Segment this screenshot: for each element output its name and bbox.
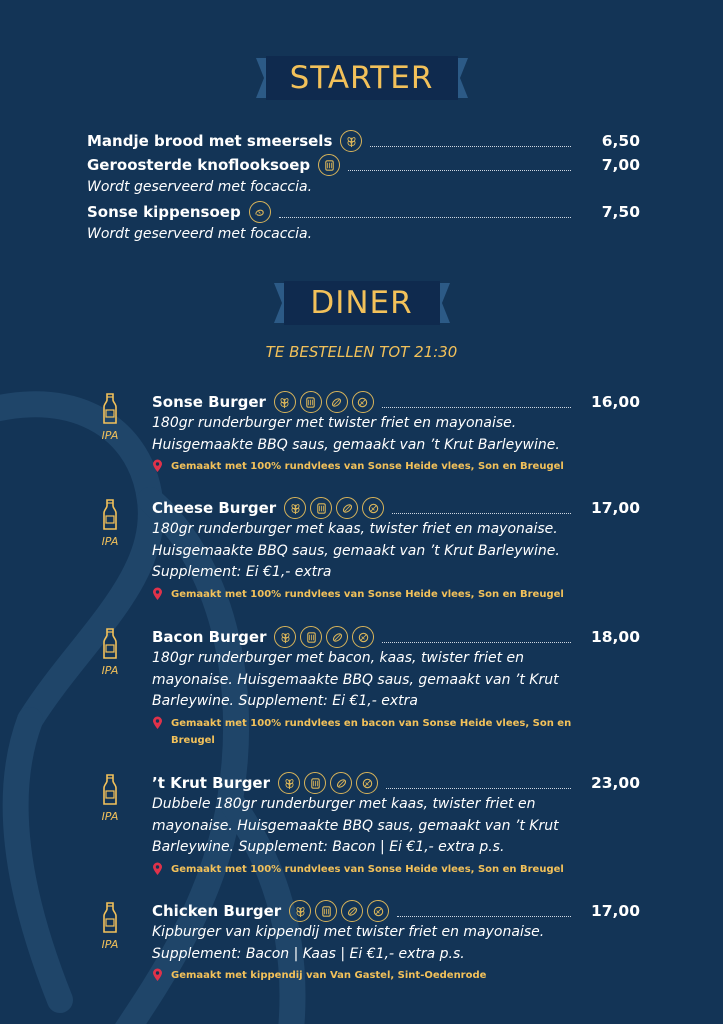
beer-style-label: IPA <box>101 664 119 677</box>
item-origin <box>152 967 640 988</box>
item-description: Wordt geserveerd met focaccia. <box>87 226 313 242</box>
celery-icon <box>300 626 322 648</box>
wheat-icon <box>289 900 311 922</box>
beer-bottle-icon <box>88 393 132 425</box>
item-price: 17,00 <box>590 902 640 920</box>
origin-line: Gemaakt met kippendij van Van Gastel, Sint-Oedenrode <box>171 970 487 981</box>
dotted-leader <box>397 916 571 917</box>
item-origin <box>152 715 640 749</box>
diner-banner <box>274 281 450 325</box>
allergen-icons <box>284 497 384 519</box>
allergen-icons <box>318 154 340 176</box>
origin-text <box>171 586 564 603</box>
menu-item <box>152 772 640 882</box>
celery-icon <box>304 772 326 794</box>
item-name: Chicken Burger <box>152 902 282 920</box>
item-description-line: mayonaise. Huisgemaakte BBQ saus, gemaakt van ’t Krut <box>152 671 559 688</box>
allergen-icons <box>249 201 271 223</box>
mustard-icon <box>341 900 363 922</box>
location-pin-icon <box>152 458 171 479</box>
shellfish-icon <box>249 201 271 223</box>
menu-item <box>152 497 640 607</box>
location-pin-icon <box>152 861 171 882</box>
item-description-line: Barleywine. Supplement: Ei €1,- extra <box>152 693 418 709</box>
beer-style-label: IPA <box>101 535 119 548</box>
beer-style-label: IPA <box>101 429 119 442</box>
item-row <box>152 626 577 648</box>
celery-icon <box>310 497 332 519</box>
item-origin <box>152 458 640 479</box>
soy-icon <box>352 626 374 648</box>
item-description-line: Dubbele 180gr runderburger met kaas, twister friet en <box>152 796 536 812</box>
origin-text <box>171 715 571 749</box>
allergen-icons <box>289 900 389 922</box>
starter-title: STARTER <box>289 60 434 96</box>
menu-item <box>152 900 640 988</box>
origin-text <box>171 458 564 475</box>
origin-line: Gemaakt met 100% rundvlees van Sonse Heide vlees, Son en Breugel <box>171 863 564 875</box>
origin-text <box>171 967 486 984</box>
allergen-icons <box>274 391 374 413</box>
starter-item <box>87 154 640 199</box>
starter-item <box>87 130 640 152</box>
item-description: Wordt geserveerd met focaccia. <box>87 179 313 195</box>
allergen-icons <box>274 626 374 648</box>
dotted-leader <box>279 217 571 218</box>
item-row <box>87 201 577 223</box>
allergen-icons <box>340 130 362 152</box>
item-name: Geroosterde knoflooksoep <box>87 156 311 174</box>
beer-style-label: IPA <box>101 810 119 823</box>
dotted-leader <box>370 146 571 147</box>
item-row <box>152 900 577 922</box>
item-price: 17,00 <box>590 499 640 517</box>
location-pin-icon <box>152 586 171 607</box>
beer-bottle-icon <box>88 499 132 531</box>
soy-icon <box>352 391 374 413</box>
origin-line: Gemaakt met 100% rundvlees en bacon van Sonse Heide vlees, Son en <box>171 717 572 729</box>
item-price: 16,00 <box>590 393 640 411</box>
item-name: Mandje brood met smeersels <box>87 132 333 150</box>
beer-pairing <box>88 902 132 951</box>
mustard-icon <box>326 626 348 648</box>
dotted-leader <box>348 170 571 171</box>
beer-pairing <box>88 499 132 548</box>
dotted-leader <box>386 788 571 789</box>
soy-icon <box>367 900 389 922</box>
item-name: Cheese Burger <box>152 499 277 517</box>
item-origin <box>152 586 640 607</box>
item-description-line: Kipburger van kippendij met twister friet en mayonaise. <box>152 924 545 940</box>
diner-title: DINER <box>310 285 413 321</box>
beer-bottle-icon <box>88 902 132 934</box>
dotted-leader <box>382 407 571 408</box>
dotted-leader <box>392 513 571 514</box>
menu-item <box>152 626 640 749</box>
beer-pairing <box>88 774 132 823</box>
mustard-icon <box>330 772 352 794</box>
item-description-line: 180gr runderburger met kaas, twister friet en mayonaise. <box>152 521 558 537</box>
mustard-icon <box>326 391 348 413</box>
item-description-line: 180gr runderburger met twister friet en mayonaise. <box>152 415 517 431</box>
beer-bottle-icon <box>88 774 132 806</box>
item-description-line: Huisgemaakte BBQ saus, gemaakt van ’t Krut Barleywine. <box>152 436 560 453</box>
item-row <box>152 497 577 519</box>
item-description-line: 180gr runderburger met bacon, kaas, twister friet en <box>152 650 524 666</box>
item-row <box>152 772 577 794</box>
item-row <box>87 154 577 176</box>
beer-style-label: IPA <box>101 938 119 951</box>
wheat-icon <box>340 130 362 152</box>
soy-icon <box>362 497 384 519</box>
item-name: ’t Krut Burger <box>152 774 271 792</box>
beer-bottle-icon <box>88 628 132 660</box>
wheat-icon <box>274 626 296 648</box>
wheat-icon <box>284 497 306 519</box>
item-description-line: Barleywine. Supplement: Bacon | Ei €1,- extra p.s. <box>152 839 505 855</box>
starter-banner <box>256 56 468 100</box>
item-description-line: Huisgemaakte BBQ saus, gemaakt van ’t Krut Barleywine. <box>152 542 560 559</box>
dotted-leader <box>382 642 571 643</box>
starter-item <box>87 201 640 246</box>
origin-line: Gemaakt met 100% rundvlees van Sonse Heide vlees, Son en Breugel <box>171 461 564 472</box>
location-pin-icon <box>152 715 171 736</box>
soy-icon <box>356 772 378 794</box>
item-price: 7,00 <box>601 156 640 174</box>
item-row <box>87 130 577 152</box>
item-price: 18,00 <box>590 628 640 646</box>
mustard-icon <box>336 497 358 519</box>
item-row <box>152 391 577 413</box>
allergen-icons <box>278 772 378 794</box>
item-name: Sonse Burger <box>152 393 266 411</box>
celery-icon <box>300 391 322 413</box>
item-price: 23,00 <box>590 774 640 792</box>
beer-pairing <box>88 628 132 677</box>
menu-item <box>152 391 640 479</box>
item-origin <box>152 861 640 882</box>
diner-subtitle: TE BESTELLEN TOT 21:30 <box>265 343 458 361</box>
item-description-line: mayonaise. Huisgemaakte BBQ saus, gemaakt van ’t Krut <box>152 817 559 834</box>
item-name: Sonse kippensoep <box>87 203 241 221</box>
celery-icon <box>318 154 340 176</box>
item-price: 6,50 <box>601 132 640 150</box>
item-description-line: Supplement: Bacon | Kaas | Ei €1,- extra p.s. <box>152 945 465 962</box>
beer-pairing <box>88 393 132 442</box>
item-description-line: Supplement: Ei €1,- extra <box>152 564 332 580</box>
origin-line: Gemaakt met 100% rundvlees van Sonse Heide vlees, Son en Breugel <box>171 588 564 600</box>
item-price: 7,50 <box>601 203 640 221</box>
wheat-icon <box>274 391 296 413</box>
origin-text <box>171 861 564 878</box>
wheat-icon <box>278 772 300 794</box>
celery-icon <box>315 900 337 922</box>
location-pin-icon <box>152 967 171 988</box>
origin-line: Breugel <box>171 734 215 746</box>
item-name: Bacon Burger <box>152 628 267 646</box>
